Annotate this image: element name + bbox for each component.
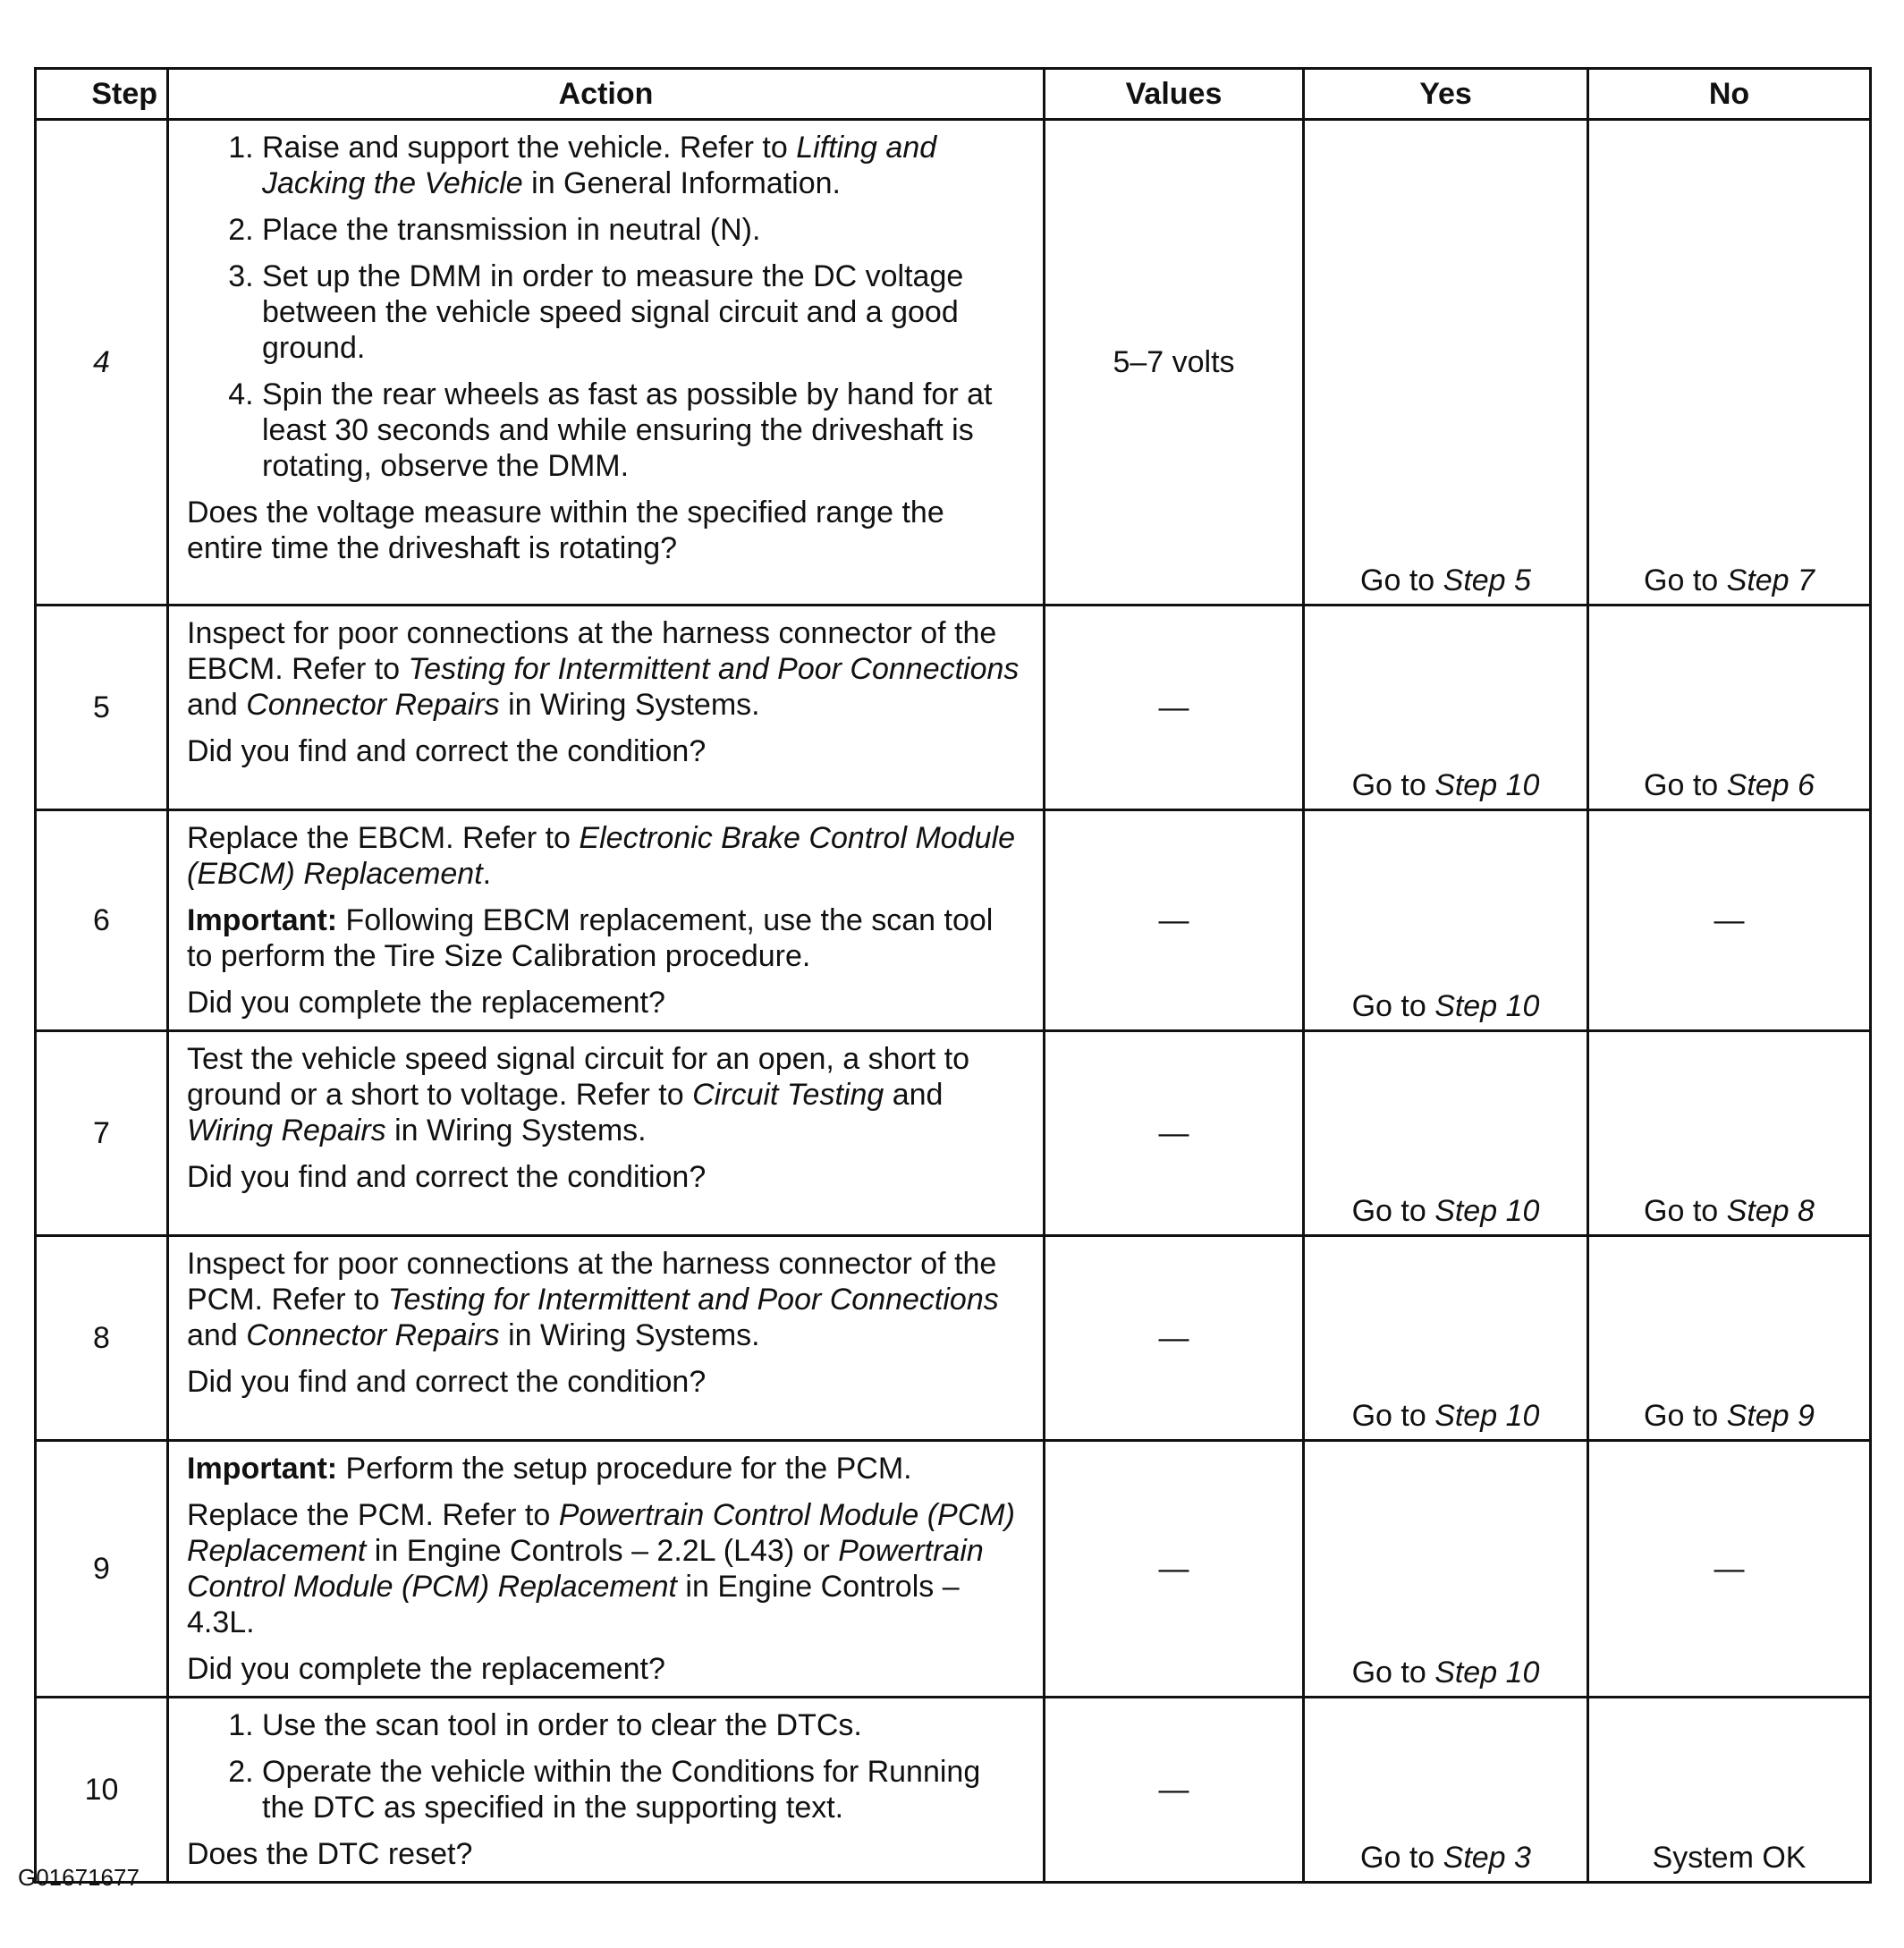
header-action: Action xyxy=(168,69,1045,120)
list-item: 4. Spin the rear wheels as fast as possible by hand for at least 30 seconds and while ensuring the driveshaft is rotating, observe the DMM. xyxy=(262,377,1025,484)
no-cell: — xyxy=(1588,810,1871,1031)
action-text: Replace the PCM. Refer to Powertrain Control Module (PCM) Replacement in Engine Controls – 2.2L (L43) or Powertrain Control Module (PCM) Replacement in Engine Controls – 4.3L. xyxy=(187,1498,1015,1639)
step-number: 7 xyxy=(36,1031,168,1236)
action-question: Did you complete the replacement? xyxy=(187,1652,665,1686)
yes-cell: Go to Step 10 xyxy=(1304,1236,1588,1441)
step-number: 8 xyxy=(36,1236,168,1441)
action-question: Did you find and correct the condition? xyxy=(187,1365,707,1399)
header-yes: Yes xyxy=(1304,69,1588,120)
table-row xyxy=(36,1236,1871,1441)
step-link: Step 8 xyxy=(1726,1194,1815,1228)
list-item: 3. Set up the DMM in order to measure the DC voltage between the vehicle speed signal circuit and a good ground. xyxy=(262,258,1025,366)
table-row xyxy=(36,1031,1871,1236)
no-cell: Go to Step 9 xyxy=(1588,1236,1871,1441)
header-row xyxy=(36,69,1871,120)
action-cell xyxy=(168,1698,1045,1883)
action-question: Does the voltage measure within the specified range the entire time the driveshaft is rotating? xyxy=(187,495,944,565)
yes-cell: Go to Step 10 xyxy=(1304,1441,1588,1698)
step-link: Step 10 xyxy=(1434,1399,1540,1433)
yes-cell: Go to Step 10 xyxy=(1304,606,1588,810)
figure-id: G01671677 xyxy=(18,1864,140,1891)
yes-cell: Go to Step 10 xyxy=(1304,810,1588,1031)
yes-cell: Go to Step 10 xyxy=(1304,1031,1588,1236)
important-note: Important: Perform the setup procedure for the PCM. xyxy=(187,1452,912,1486)
action-cell xyxy=(168,1236,1045,1441)
step-link: Step 10 xyxy=(1434,1194,1540,1228)
values-cell: — xyxy=(1045,1031,1304,1236)
step-link: Step 10 xyxy=(1434,1656,1540,1690)
step-number: 4 xyxy=(36,120,168,606)
table-row xyxy=(36,1698,1871,1883)
header-step: Step xyxy=(36,69,168,120)
action-text: Test the vehicle speed signal circuit for an open, a short to ground or a short to voltage. Refer to Circuit Testing and Wiring Repairs in Wiring Systems. xyxy=(187,1042,970,1148)
no-cell: Go to Step 8 xyxy=(1588,1031,1871,1236)
table-row xyxy=(36,606,1871,810)
list-item: 1. Use the scan tool in order to clear the DTCs. xyxy=(262,1707,1025,1743)
list-item: 1. Raise and support the vehicle. Refer to Lifting and Jacking the Vehicle in General Information. xyxy=(262,130,1025,201)
step-link: Step 5 xyxy=(1443,563,1531,597)
action-list xyxy=(187,130,1025,484)
action-cell xyxy=(168,606,1045,810)
list-item: 2. Place the transmission in neutral (N). xyxy=(262,212,1025,248)
step-number: 6 xyxy=(36,810,168,1031)
no-cell: Go to Step 7 xyxy=(1588,120,1871,606)
action-question: Does the DTC reset? xyxy=(187,1837,473,1871)
step-link: Step 7 xyxy=(1726,563,1815,597)
action-text: Replace the EBCM. Refer to Electronic Brake Control Module (EBCM) Replacement. xyxy=(187,821,1015,891)
no-cell: — xyxy=(1588,1441,1871,1698)
values-cell: — xyxy=(1045,810,1304,1031)
values-cell: — xyxy=(1045,1236,1304,1441)
yes-cell: Go to Step 5 xyxy=(1304,120,1588,606)
step-link: Step 6 xyxy=(1726,768,1815,802)
action-list xyxy=(187,1707,1025,1825)
step-link: Step 9 xyxy=(1726,1399,1815,1433)
action-question: Did you find and correct the condition? xyxy=(187,1160,707,1194)
important-note: Important: Following EBCM replacement, use the scan tool to perform the Tire Size Calibration procedure. xyxy=(187,903,994,973)
diagnostic-table xyxy=(34,67,1872,1884)
action-question: Did you find and correct the condition? xyxy=(187,734,707,768)
action-cell xyxy=(168,120,1045,606)
action-cell xyxy=(168,1441,1045,1698)
step-link: Step 3 xyxy=(1443,1841,1531,1875)
values-cell: 5–7 volts xyxy=(1045,120,1304,606)
header-values: Values xyxy=(1045,69,1304,120)
no-cell: Go to Step 6 xyxy=(1588,606,1871,810)
step-link: Step 10 xyxy=(1434,989,1540,1023)
action-text: Inspect for poor connections at the harness connector of the PCM. Refer to Testing for Intermittent and Poor Connections and Connector Repairs in Wiring Systems. xyxy=(187,1247,999,1352)
values-cell: — xyxy=(1045,606,1304,810)
table-row xyxy=(36,120,1871,606)
action-cell xyxy=(168,810,1045,1031)
step-number: 9 xyxy=(36,1441,168,1698)
table-row xyxy=(36,810,1871,1031)
step-number: 10 xyxy=(36,1698,168,1883)
no-cell: System OK xyxy=(1588,1698,1871,1883)
action-cell xyxy=(168,1031,1045,1236)
yes-cell: Go to Step 3 xyxy=(1304,1698,1588,1883)
action-question: Did you complete the replacement? xyxy=(187,986,665,1020)
step-number: 5 xyxy=(36,606,168,810)
list-item: 2. Operate the vehicle within the Conditions for Running the DTC as specified in the supporting text. xyxy=(262,1754,1025,1825)
header-no: No xyxy=(1588,69,1871,120)
step-link: Step 10 xyxy=(1434,768,1540,802)
values-cell: — xyxy=(1045,1441,1304,1698)
values-cell: — xyxy=(1045,1698,1304,1883)
table-row xyxy=(36,1441,1871,1698)
action-text: Inspect for poor connections at the harness connector of the EBCM. Refer to Testing for Intermittent and Poor Connections and Connector Repairs in Wiring Systems. xyxy=(187,616,1020,722)
